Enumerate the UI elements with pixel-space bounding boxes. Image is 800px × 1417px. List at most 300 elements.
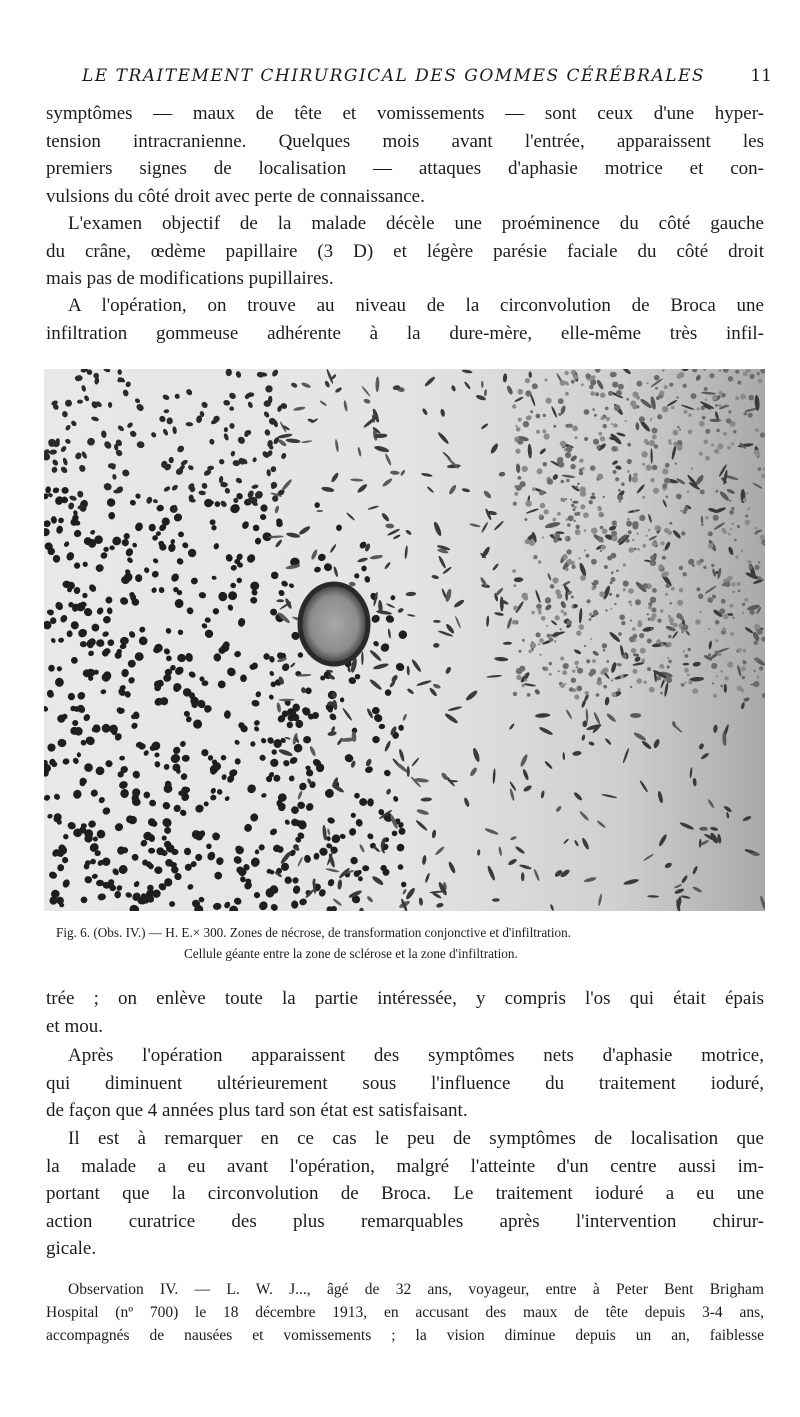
stained-nucleus	[533, 557, 535, 559]
stained-nucleus	[557, 512, 561, 516]
stained-nucleus	[516, 675, 521, 680]
stained-nucleus	[610, 372, 616, 378]
stained-nucleus	[634, 510, 636, 512]
stained-nucleus	[712, 395, 717, 400]
stained-nucleus	[630, 620, 632, 622]
stained-nucleus	[700, 490, 705, 495]
stained-nucleus	[639, 633, 644, 638]
stained-nucleus	[641, 659, 645, 663]
stained-nucleus	[543, 462, 547, 466]
stained-nucleus	[600, 671, 604, 675]
stained-nucleus	[649, 687, 655, 693]
stained-nucleus	[611, 571, 614, 574]
stained-nucleus	[713, 694, 717, 698]
stained-nucleus	[543, 667, 546, 670]
stained-nucleus	[571, 561, 575, 565]
stained-nucleus	[589, 500, 593, 504]
text-line: A l'opération, on trouve au niveau de la circonvolution de Broca une	[68, 295, 764, 316]
stained-nucleus	[590, 638, 592, 640]
stained-nucleus	[656, 396, 660, 400]
stained-nucleus	[646, 465, 652, 471]
stained-nucleus	[600, 550, 602, 552]
stained-nucleus	[108, 463, 116, 468]
stained-nucleus	[744, 598, 748, 602]
stained-nucleus	[80, 641, 87, 647]
stained-nucleus	[558, 413, 561, 416]
stained-nucleus	[639, 515, 645, 521]
stained-nucleus	[721, 599, 726, 604]
stained-nucleus	[746, 492, 749, 495]
stained-nucleus	[562, 498, 566, 502]
stained-nucleus	[671, 587, 675, 591]
stained-nucleus	[699, 611, 701, 613]
stained-nucleus	[553, 538, 558, 543]
stained-nucleus	[575, 486, 578, 489]
stained-nucleus	[593, 610, 598, 615]
stained-nucleus	[543, 414, 546, 417]
stained-nucleus	[513, 584, 516, 587]
text-line: gicale.	[46, 1238, 97, 1259]
stained-nucleus	[684, 668, 689, 673]
stained-nucleus	[361, 651, 363, 665]
stained-nucleus	[688, 559, 694, 565]
stained-nucleus	[589, 618, 592, 621]
stained-nucleus	[580, 491, 586, 497]
text-line: qui diminuent ultérieurement sous l'influence du traitement ioduré,	[46, 1072, 764, 1094]
stained-nucleus	[549, 673, 552, 676]
text-line: portant que la circonvolution de Broca. Le traitement ioduré a eu une	[46, 1183, 764, 1204]
stained-nucleus	[340, 697, 344, 702]
stained-nucleus	[518, 418, 522, 422]
text-line: Observation IV. — L. W. J..., âgé de 32 ans, voyageur, entre à Peter Bent Brigham	[68, 1281, 764, 1298]
stained-nucleus	[743, 498, 747, 502]
stained-nucleus	[627, 459, 632, 464]
stained-nucleus	[594, 615, 596, 617]
stained-nucleus	[614, 603, 616, 605]
stained-nucleus	[598, 507, 602, 511]
stained-nucleus	[627, 443, 631, 447]
stained-nucleus	[546, 625, 548, 627]
stained-nucleus	[715, 490, 718, 493]
stained-nucleus	[676, 494, 682, 500]
stained-nucleus	[699, 421, 705, 427]
stained-nucleus	[756, 453, 761, 458]
stained-nucleus	[717, 443, 723, 449]
stained-nucleus	[715, 620, 720, 625]
stained-nucleus	[669, 442, 672, 445]
stained-nucleus	[516, 427, 521, 432]
stained-nucleus	[512, 569, 516, 573]
stained-nucleus	[735, 396, 739, 400]
stained-nucleus	[692, 688, 698, 694]
text-line: de façon que 4 années plus tard son état est satisfaisant.	[46, 1100, 468, 1121]
stained-nucleus	[604, 565, 608, 569]
stained-nucleus	[734, 539, 737, 542]
stained-nucleus	[527, 693, 531, 697]
stained-nucleus	[684, 506, 689, 511]
stained-nucleus	[545, 597, 551, 603]
stained-nucleus	[519, 666, 525, 672]
stained-nucleus	[679, 588, 684, 593]
stained-nucleus	[591, 528, 597, 534]
page-number: 11	[750, 66, 772, 86]
stained-nucleus	[750, 610, 755, 615]
stained-nucleus	[554, 640, 556, 642]
stained-nucleus	[705, 429, 710, 434]
stained-nucleus	[606, 417, 610, 421]
stained-nucleus	[668, 615, 671, 618]
stained-nucleus	[728, 410, 731, 413]
stained-nucleus	[723, 614, 729, 620]
stained-nucleus	[761, 578, 763, 580]
stained-nucleus	[650, 597, 656, 603]
stained-nucleus	[665, 644, 668, 647]
stained-nucleus	[531, 611, 534, 614]
stained-nucleus	[618, 384, 624, 390]
stained-nucleus	[660, 609, 663, 612]
text-line: symptômes — maux de tête et vomissements — sont ceux d'une hyper-	[46, 103, 764, 124]
stained-nucleus	[637, 548, 640, 551]
stained-nucleus	[512, 620, 517, 625]
stained-nucleus	[584, 529, 587, 532]
stained-nucleus	[687, 674, 690, 677]
stained-nucleus	[235, 758, 241, 764]
stained-nucleus	[553, 534, 556, 537]
stained-nucleus	[650, 419, 652, 421]
stained-nucleus	[626, 539, 630, 543]
stained-nucleus	[639, 416, 645, 422]
stained-nucleus	[760, 432, 765, 437]
figure-caption	[56, 922, 776, 964]
stained-nucleus	[708, 543, 713, 548]
stained-nucleus	[662, 572, 668, 578]
stained-nucleus	[566, 383, 569, 386]
stained-nucleus	[560, 684, 565, 689]
stained-nucleus	[576, 666, 579, 669]
stained-nucleus	[589, 672, 594, 677]
stained-nucleus	[737, 686, 742, 691]
stained-nucleus	[544, 509, 549, 514]
stained-nucleus	[748, 560, 752, 564]
stained-nucleus	[704, 387, 708, 391]
stained-nucleus	[600, 526, 604, 530]
stained-nucleus	[575, 529, 581, 535]
stained-nucleus	[552, 518, 556, 522]
stained-nucleus	[572, 670, 575, 673]
stained-nucleus	[744, 412, 747, 415]
stained-nucleus	[612, 382, 618, 388]
stained-nucleus	[731, 582, 735, 586]
stained-nucleus	[760, 535, 765, 541]
stained-nucleus	[623, 654, 628, 659]
stained-nucleus	[589, 613, 593, 617]
stained-nucleus	[549, 637, 554, 642]
stained-nucleus	[665, 593, 668, 596]
stained-nucleus	[711, 564, 714, 567]
stained-nucleus	[555, 615, 560, 620]
stained-nucleus	[668, 660, 672, 664]
stained-nucleus	[718, 404, 721, 407]
stained-nucleus	[586, 554, 590, 558]
text-line: trée ; on enlève toute la partie intéressée, y compris l'os qui était épais	[46, 988, 764, 1009]
stained-nucleus	[560, 657, 564, 661]
stained-nucleus	[513, 502, 517, 506]
stained-nucleus	[675, 463, 677, 465]
stained-nucleus	[605, 609, 607, 611]
stained-nucleus	[684, 682, 686, 684]
stained-nucleus	[568, 424, 572, 428]
stained-nucleus	[584, 409, 590, 415]
stained-nucleus	[688, 429, 693, 434]
stained-nucleus	[691, 467, 694, 470]
stained-nucleus	[754, 670, 756, 672]
stained-nucleus	[592, 659, 596, 663]
stained-nucleus	[680, 616, 684, 620]
text-line: Après l'opération apparaissent des symptômes nets d'aphasie motrice,	[68, 1045, 764, 1066]
stained-nucleus	[566, 479, 569, 482]
stained-nucleus	[621, 621, 625, 625]
stained-nucleus	[634, 639, 637, 642]
stained-nucleus	[742, 676, 745, 679]
stained-nucleus	[652, 428, 658, 434]
caption-line-1: Fig. 6. (Obs. IV.) — H. E.× 300. Zones de nécrose, de transformation conjonctive et d'infiltration.	[56, 925, 571, 940]
stained-nucleus	[515, 449, 520, 454]
stained-nucleus	[715, 639, 718, 642]
stained-nucleus	[538, 643, 540, 645]
stained-nucleus	[291, 901, 298, 909]
stained-nucleus	[749, 374, 754, 379]
stained-nucleus	[637, 381, 643, 387]
stained-nucleus	[700, 559, 704, 563]
stained-nucleus	[523, 421, 529, 427]
stained-nucleus	[616, 570, 619, 573]
stained-nucleus	[586, 599, 590, 603]
stained-nucleus	[754, 624, 760, 630]
stained-nucleus	[743, 661, 747, 665]
text-line: action curatrice des plus remarquables après l'intervention chirur-	[46, 1210, 764, 1232]
stained-nucleus	[642, 496, 645, 499]
stained-nucleus	[724, 676, 728, 680]
stained-nucleus	[563, 555, 568, 560]
stained-nucleus	[643, 681, 646, 684]
stained-nucleus	[615, 525, 617, 527]
stained-nucleus	[625, 420, 627, 422]
stained-nucleus	[637, 532, 639, 534]
running-head	[82, 66, 772, 86]
stained-nucleus	[627, 518, 630, 521]
stained-nucleus	[316, 510, 323, 512]
stained-nucleus	[724, 581, 730, 587]
paragraph-2	[46, 210, 764, 293]
stained-nucleus	[560, 628, 562, 630]
stained-nucleus	[652, 541, 658, 547]
text-line: infiltration gommeuse adhérente à la dure-mère, elle-même très infil-	[46, 322, 764, 344]
stained-nucleus	[570, 464, 575, 469]
stained-nucleus	[668, 635, 672, 639]
stained-nucleus	[691, 393, 697, 399]
stained-nucleus	[597, 677, 601, 681]
stained-nucleus	[755, 428, 759, 432]
stained-nucleus	[636, 405, 639, 408]
stained-nucleus	[730, 632, 734, 636]
stained-nucleus	[598, 537, 604, 543]
stained-nucleus	[611, 577, 616, 582]
stained-nucleus	[567, 523, 571, 527]
stained-nucleus	[661, 643, 664, 646]
stained-nucleus	[635, 599, 641, 605]
stained-nucleus	[523, 596, 528, 601]
stained-nucleus	[632, 627, 636, 631]
stained-nucleus	[683, 384, 687, 388]
stained-nucleus	[659, 391, 664, 396]
stained-nucleus	[618, 632, 622, 636]
stained-nucleus	[754, 565, 759, 570]
stained-nucleus	[545, 379, 548, 382]
stained-nucleus	[721, 528, 725, 532]
stained-nucleus	[729, 604, 733, 608]
stained-nucleus	[654, 444, 658, 448]
stained-nucleus	[705, 398, 708, 401]
stained-nucleus	[656, 639, 661, 644]
stained-nucleus	[718, 652, 722, 656]
stained-nucleus	[632, 539, 635, 542]
stained-nucleus	[623, 564, 626, 567]
stained-nucleus	[540, 503, 546, 509]
paragraph-5	[46, 1042, 764, 1125]
stained-nucleus	[719, 391, 723, 395]
stained-nucleus	[607, 556, 612, 561]
stained-nucleus	[520, 391, 523, 394]
stained-nucleus	[563, 663, 569, 669]
stained-nucleus	[666, 496, 669, 499]
stained-nucleus	[569, 687, 574, 692]
stained-nucleus	[697, 407, 700, 410]
paragraph-3	[46, 292, 764, 347]
text-line: accompagnés de nausées et vomissements ; la vision diminue depuis un an, faiblesse	[46, 1327, 764, 1344]
stained-nucleus	[727, 662, 733, 668]
text-line: Il est à remarquer en ce cas le peu de symptômes de localisation que	[68, 1128, 764, 1149]
stained-nucleus	[737, 648, 741, 652]
stained-nucleus	[731, 442, 734, 445]
stained-nucleus	[565, 568, 569, 572]
stained-nucleus	[653, 488, 659, 494]
stained-nucleus	[741, 550, 744, 553]
stained-nucleus	[536, 430, 540, 434]
stained-nucleus	[606, 660, 609, 663]
stained-nucleus	[521, 872, 524, 881]
stained-nucleus	[737, 381, 741, 385]
stained-nucleus	[677, 426, 680, 429]
stained-nucleus	[641, 451, 647, 457]
stained-nucleus	[669, 602, 672, 605]
stained-nucleus	[581, 383, 584, 386]
stained-nucleus	[575, 436, 578, 439]
stained-nucleus	[647, 613, 649, 615]
stained-nucleus	[642, 583, 648, 589]
stained-nucleus	[632, 392, 638, 398]
stained-nucleus	[578, 557, 580, 559]
stained-nucleus	[522, 639, 525, 642]
stained-nucleus	[677, 445, 683, 451]
stained-nucleus	[524, 679, 527, 682]
stained-nucleus	[558, 462, 564, 468]
stained-nucleus	[755, 532, 758, 535]
stained-nucleus	[630, 604, 632, 606]
stained-nucleus	[754, 527, 757, 530]
stained-nucleus	[524, 518, 527, 521]
stained-nucleus	[758, 576, 762, 580]
stained-nucleus	[512, 404, 516, 408]
text-line: du crâne, œdème papillaire (3 D) et légère parésie faciale du côté droit	[46, 240, 764, 262]
stained-nucleus	[549, 662, 552, 665]
stained-nucleus	[652, 608, 657, 613]
stained-nucleus	[558, 670, 560, 672]
stained-nucleus	[566, 446, 572, 452]
stained-nucleus	[673, 623, 678, 628]
text-line: vulsions du côté droit avec perte de connaissance.	[46, 185, 425, 207]
stained-nucleus	[628, 588, 634, 594]
stained-nucleus	[576, 512, 580, 516]
stained-nucleus	[603, 424, 607, 428]
stained-nucleus	[598, 445, 600, 447]
stained-nucleus	[602, 529, 608, 535]
stained-nucleus	[582, 467, 585, 470]
stained-nucleus	[648, 529, 650, 531]
stained-nucleus	[593, 580, 598, 585]
stained-nucleus	[669, 383, 673, 387]
stained-nucleus	[567, 592, 570, 595]
stained-nucleus	[719, 608, 725, 614]
stained-nucleus	[747, 507, 750, 510]
stained-nucleus	[705, 516, 709, 520]
stained-nucleus	[720, 685, 723, 688]
stained-nucleus	[753, 681, 759, 687]
stained-nucleus	[629, 547, 635, 553]
stained-nucleus	[623, 581, 629, 587]
stained-nucleus	[530, 642, 536, 648]
stained-nucleus	[565, 392, 569, 396]
stained-nucleus	[602, 643, 607, 648]
stained-nucleus	[613, 423, 617, 427]
stained-nucleus	[669, 522, 672, 525]
stained-nucleus	[655, 387, 658, 390]
stained-nucleus	[601, 417, 605, 421]
stained-nucleus	[560, 380, 566, 386]
stained-nucleus	[525, 539, 530, 544]
stained-nucleus	[758, 561, 760, 563]
stained-nucleus	[745, 515, 748, 518]
stained-nucleus	[637, 622, 642, 627]
stained-nucleus	[591, 559, 597, 565]
stained-nucleus	[522, 684, 525, 687]
stained-nucleus	[711, 663, 717, 669]
stained-nucleus	[702, 416, 706, 420]
stained-nucleus	[630, 686, 632, 688]
stained-nucleus	[544, 433, 550, 439]
stained-nucleus	[590, 379, 596, 385]
stained-nucleus	[732, 591, 734, 593]
stained-nucleus	[756, 657, 759, 660]
running-title: LE TRAITEMENT CHIRURGICAL DES GOMMES CÉRÉBRALES	[82, 66, 706, 86]
stained-nucleus	[539, 514, 542, 517]
stained-nucleus	[719, 370, 722, 373]
stained-nucleus	[664, 478, 670, 484]
stained-nucleus	[616, 390, 622, 396]
stained-nucleus	[611, 679, 613, 681]
stained-nucleus	[577, 668, 583, 674]
stained-nucleus	[615, 477, 619, 481]
stained-nucleus	[614, 405, 620, 411]
